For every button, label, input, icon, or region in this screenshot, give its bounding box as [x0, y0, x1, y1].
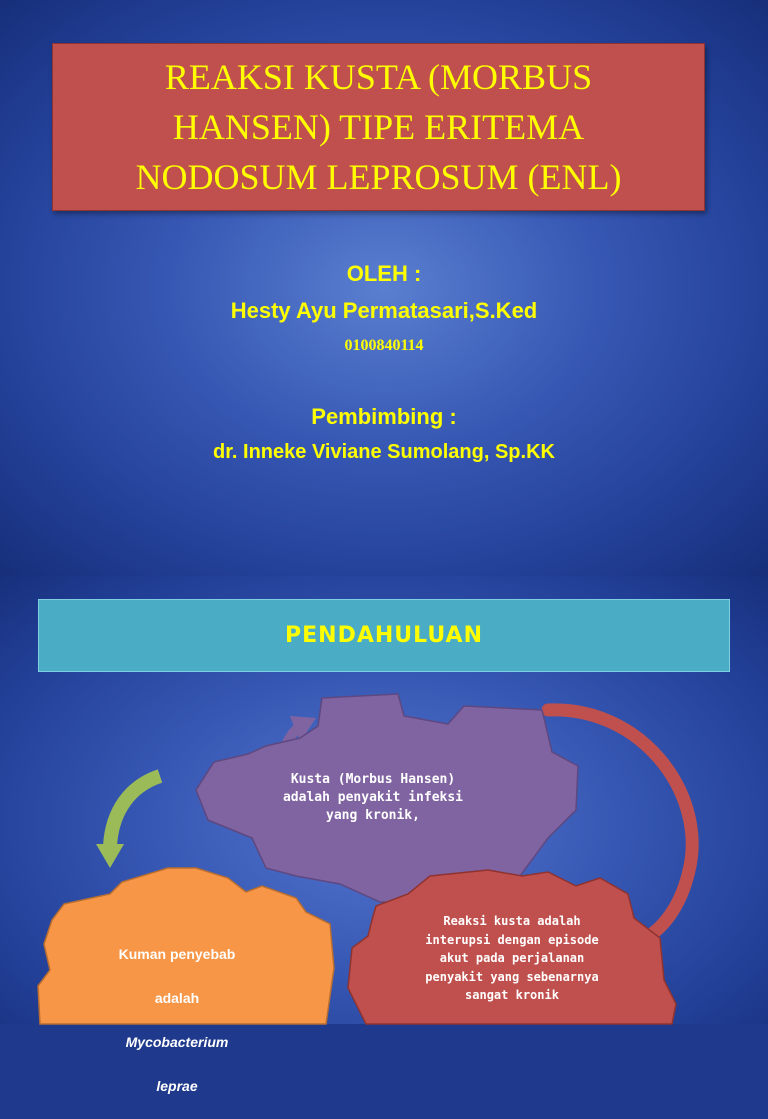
left-gear-line1: Kuman penyebab [118, 946, 236, 962]
left-gear-line2: adalah [154, 990, 200, 1006]
by-label: OLEH : [346, 261, 422, 286]
green-cycle-arrow [110, 776, 160, 846]
intro-slide [0, 576, 768, 1094]
left-gear-italic1: Mycobacterium [125, 1034, 229, 1050]
title-box [52, 43, 705, 211]
right-gear-text: Reaksi kusta adalah interupsi dengan episode akut pada perjalanan penyakit yang sebenarnya sangat kronik [425, 914, 599, 1002]
student-id: 0100840114 [344, 337, 424, 354]
author-name: Hesty Ayu Permatasari,S.Ked [230, 298, 538, 323]
green-arrowhead [96, 844, 124, 868]
supervisor-label: Pembimbing : [311, 404, 457, 429]
supervisor-name: dr. Inneke Viviane Sumolang, Sp.KK [213, 441, 555, 463]
left-gear-italic2: leprae [156, 1078, 198, 1094]
left-gear-text-group [92, 921, 262, 1119]
top-gear-text: Kusta (Morbus Hansen) adalah penyakit infeksi yang kronik, [282, 772, 463, 823]
slide-title: REAKSI KUSTA (MORBUS HANSEN) TIPE ERITEMA NODOSUM LEPROSUM (ENL) [135, 57, 622, 197]
section-header-text: PENDAHULUAN [285, 623, 483, 648]
